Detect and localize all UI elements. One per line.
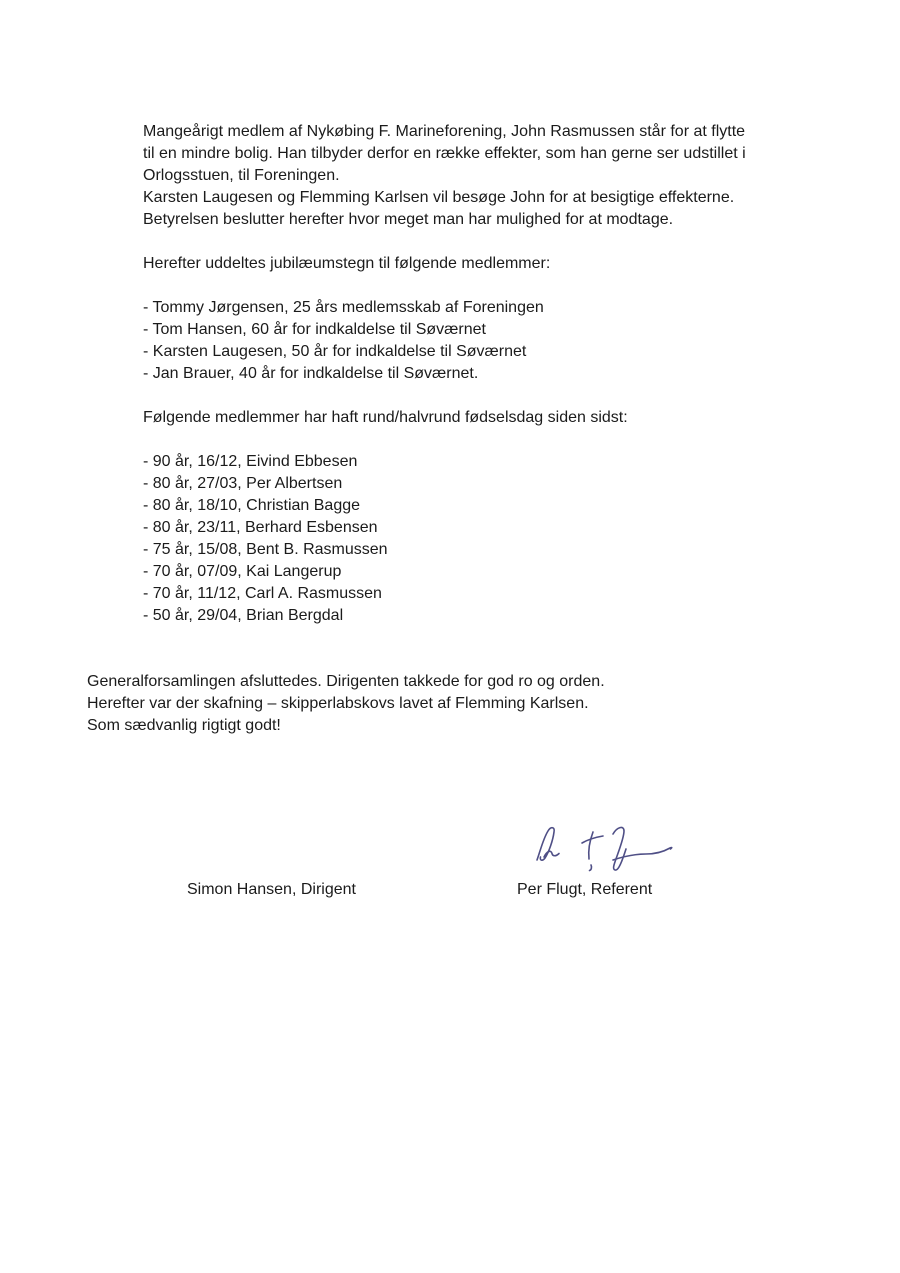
text-line: Herefter uddeltes jubilæumstegn til følgende medlemmer: <box>143 255 551 272</box>
jubilee-list <box>143 297 544 385</box>
text-line: - 80 år, 18/10, Christian Bagge <box>143 497 361 514</box>
text-line: - Karsten Laugesen, 50 år for indkaldelse til Søværnet <box>143 343 527 360</box>
text-line: Karsten Laugesen og Flemming Karlsen vil besøge John for at besigtige effekterne. <box>143 189 735 206</box>
signature-stroke-tail <box>613 847 672 860</box>
text-line: Følgende medlemmer har haft rund/halvrund fødselsdag siden sidst: <box>143 409 628 426</box>
birthday-heading <box>143 407 628 429</box>
text-line: til en mindre bolig. Han tilbyder derfor en række effekter, som han gerne ser udstillet i <box>143 145 746 162</box>
signature-stroke-F-stem <box>589 832 593 859</box>
intro-paragraph <box>143 121 746 231</box>
signature-left-name: Simon Hansen, Dirigent <box>187 881 356 898</box>
text-line: - 70 år, 07/09, Kai Langerup <box>143 563 342 580</box>
text-line: - Tom Hansen, 60 år for indkaldelse til Søværnet <box>143 321 486 338</box>
text-line: Betyrelsen beslutter herefter hvor meget man har mulighed for at modtage. <box>143 211 674 228</box>
signature-stroke-F-bar <box>582 836 603 843</box>
closing-paragraph <box>87 671 605 737</box>
text-line: - 80 år, 23/11, Berhard Esbensen <box>143 519 378 536</box>
birthday-list <box>143 451 388 627</box>
text-line: Generalforsamlingen afsluttedes. Dirigenten takkede for god ro og orden. <box>87 673 605 690</box>
signature-right-name: Per Flugt, Referent <box>517 881 653 898</box>
text-line: - Jan Brauer, 40 år for indkaldelse til Søværnet. <box>143 365 479 382</box>
text-line: - 75 år, 15/08, Bent B. Rasmussen <box>143 541 388 558</box>
text-line: - 90 år, 16/12, Eivind Ebbesen <box>143 453 358 470</box>
handwritten-signature-icon <box>531 815 675 877</box>
text-line: Mangeårigt medlem af Nykøbing F. Marineforening, John Rasmussen står for at flytte <box>143 123 746 140</box>
text-line: Orlogsstuen, til Foreningen. <box>143 167 340 184</box>
jubilee-heading <box>143 253 550 275</box>
text-line: Herefter var der skafning – skipperlabskovs lavet af Flemming Karlsen. <box>87 695 589 712</box>
signature-stroke-J <box>613 827 626 870</box>
text-line: - 80 år, 27/03, Per Albertsen <box>143 475 343 492</box>
text-line: - Tommy Jørgensen, 25 års medlemsskab af Foreningen <box>143 299 544 316</box>
text-line: - 70 år, 11/12, Carl A. Rasmussen <box>143 585 382 602</box>
text-line: - 50 år, 29/04, Brian Bergdal <box>143 607 344 624</box>
text-line: Som sædvanlig rigtigt godt! <box>87 717 281 734</box>
signature-stroke-F-comma <box>590 865 592 871</box>
